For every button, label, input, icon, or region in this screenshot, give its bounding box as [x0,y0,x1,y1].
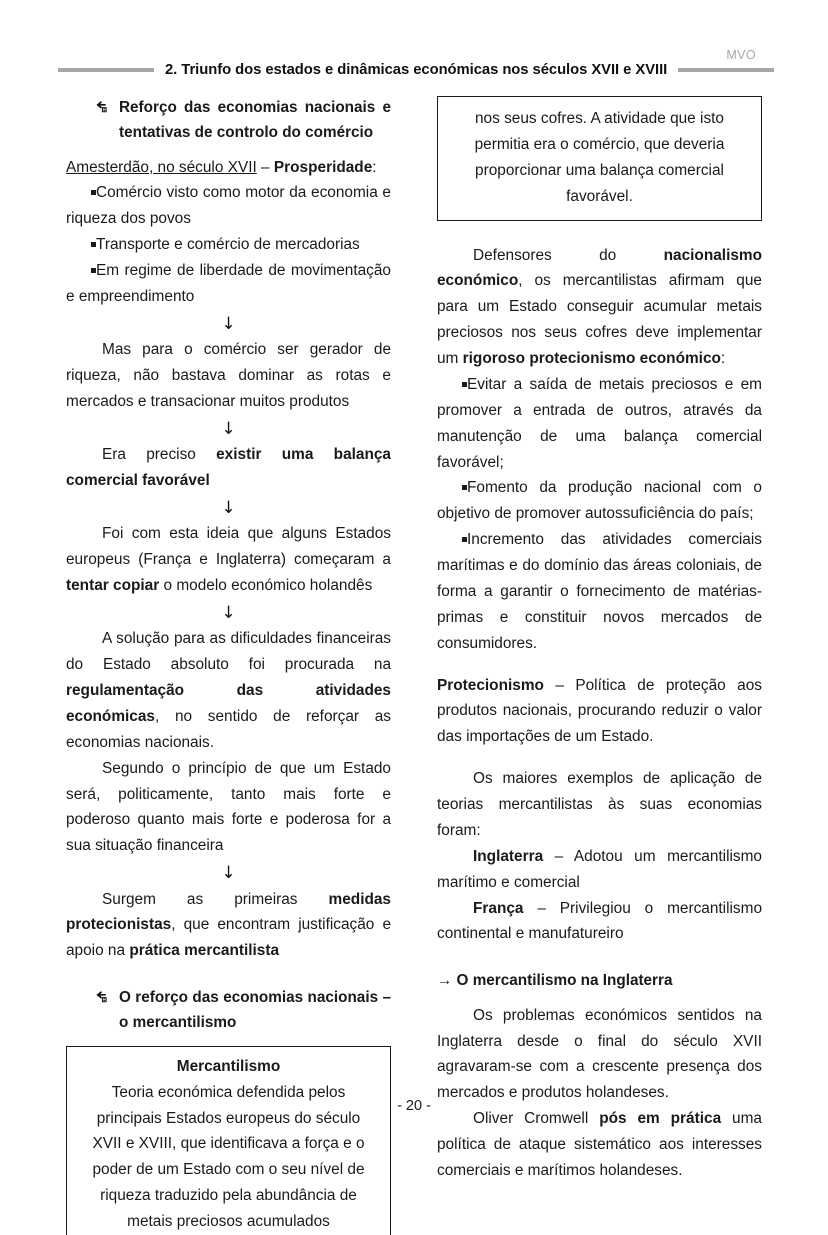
lead-colon: : [372,158,377,176]
arrow-down-icon: ↓ [221,418,236,439]
list-item [66,232,391,258]
heading-reforco-mercantilismo [66,986,391,1036]
lead-amesterdao [66,155,391,181]
flow-step-3-plain-1: Foi com esta ideia que alguns Estados europeus (França e Inglaterra) começaram a [66,525,391,569]
surgem-bold-2: prática mercantilista [129,942,280,960]
page-title: 2. Triunfo dos estados e dinâmicas económicas nos séculos XVII e XVIII [165,62,668,78]
square-bullet-icon [66,258,96,284]
flow-step-4-plain-2: , no sentido de reforçar as economias nacionais. [66,707,391,751]
defensores-bold-1: nacionalismo económico [437,246,762,290]
arrow-down-icon: ↓ [221,863,236,884]
mercantilismo-box-body: Teoria económica defendida pelos principais Estados europeus do século XVII e XVIII, que identificava a força e o poder de um Estado com o seu nível de riqueza traduzido pela abundância de metais preciosos acumulados [92,1083,365,1231]
flow-step-2 [66,442,391,494]
defensores-plain-3: : [720,350,726,367]
continued-definition-box [437,96,762,221]
heading-1-line-2: tentativas de controlo do comércio [119,123,374,141]
arrow-right-icon: → [437,972,453,990]
flow-step-1: Mas para o comércio ser gerador de riqueza, não bastava dominar as rotas e mercados e transacionar muitos produtos [66,341,391,410]
arrow-down-icon: ↓ [221,602,236,623]
list-item-label: Incremento das atividades comerciais marítimas e do domínio das áreas coloniais, de forma a garantir o fornecimento de matérias-primas e constituir novos mercados de consumidores. [437,531,762,652]
protecionismo-term: Protecionismo [437,676,544,694]
list-item-label: Comércio visto como motor da economia e riqueza dos povos [66,184,391,228]
franca-description: – Privilegiou o mercantilismo continental e manufatureiro [437,899,762,943]
surgem-plain-1: Surgem as primeiras [102,890,329,908]
list-item-label: Evitar a saída de metais preciosos e em promover a entrada de outros, através da manutenção de uma balança comercial favorável; [437,375,762,471]
list-item [66,258,391,310]
header-rule-left [58,68,154,72]
defensores-plain-1: Defensores do [473,246,664,264]
flow-step-4-plain-1: A solução para as dificuldades financeiras do Estado absoluto foi procurada na [66,630,391,674]
inglaterra-description: – Adotou um mercantilismo marítimo e comercial [437,847,762,891]
flow-step-2-plain: Era preciso [102,446,217,464]
flow-step-3-plain-2: o modelo económico holandês [159,577,373,595]
inglaterra-term: Inglaterra [473,847,544,865]
page-header [0,0,828,90]
list-item [437,475,762,527]
paragraph-exemplos: Os maiores exemplos de aplicação de teorias mercantilistas às suas economias foram: [437,770,762,839]
paragraph-defensores-nacionalismo [437,243,762,372]
paragraph-segundo-principio: Segundo o princípio de que um Estado será, politicamente, tanto mais forte e poderoso quanto mais forte e poderosa for a sua situação financeira [66,759,391,855]
continued-box-body: nos seus cofres. A atividade que isto permitia era o comércio, que deveria proporcionar uma balança comercial favorável. [474,110,725,205]
flow-step-3-bold: tentar copiar [66,577,160,595]
mercantilismo-definition-box [66,1046,391,1235]
lead-bold-text: Prosperidade [273,158,373,176]
protecionismo-definition: – Política de proteção aos produtos nacionais, procurando reduzir o valor das importações de um Estado. [437,676,762,746]
square-bullet-icon [437,475,467,501]
flow-step-3 [66,521,391,599]
heading-reforco-economias [66,96,391,146]
left-column [66,96,391,1235]
defensores-plain-2: , os mercantilistas afirmam que para um Estado conseguir acumular metais preciosos nos seus cofres deve implementar um [437,272,762,367]
square-bullet-icon [437,372,467,398]
header-watermark: MVO [726,48,756,62]
paragraph-problemas-economicos: Os problemas económicos sentidos na Inglaterra desde o final do século XVII agravaram-se com a crescente presença dos mercados e produtos holandeses. [437,1006,762,1102]
list-item-label: Fomento da produção nacional com o objetivo de promover autossuficiência do país; [437,479,762,523]
flow-step-4 [66,626,391,755]
hand-bullet-icon [94,989,109,1009]
square-bullet-icon [66,232,96,258]
heading-mercantilismo-inglaterra-label: O mercantilismo na Inglaterra [456,972,673,990]
paragraph-surgem-medidas [66,887,391,965]
heading-2-line-1: O reforço das economias nacionais – o [119,989,391,1031]
heading-mercantilismo-inglaterra [437,969,762,993]
flow-step-2-bold: existir uma balança comercial favorável [66,446,391,490]
square-bullet-icon [66,180,96,206]
cromwell-plain-2: uma política de ataque sistemático aos interesses comerciais e marítimos holandeses. [437,1110,762,1179]
list-item-label: Em regime de liberdade de movimentação e empreendimento [66,262,391,305]
square-bullet-icon [437,527,467,553]
surgem-plain-2: , que encontram justificação e apoio na [66,916,391,960]
flow-step-4-bold: regulamentação das atividades económicas [66,682,391,725]
heading-1-line-1: Reforço das economias nacionais e [119,99,391,116]
paragraph-oliver-cromwell [437,1106,762,1184]
page-footer [0,1098,828,1114]
paragraph-protecionismo [437,673,762,751]
list-item [437,527,762,656]
right-column [437,96,762,1184]
franca-term: França [473,899,524,917]
paragraph-franca [437,896,762,948]
mercantilismo-box-title: Mercantilismo [176,1057,281,1075]
list-item [437,372,762,476]
heading-2-line-2: mercantilismo [132,1014,237,1031]
defensores-bold-2: rigoroso protecionismo económico [462,350,721,367]
list-item-label: Transporte e comércio de mercadorias [96,236,360,254]
page-number: - 20 - [397,1098,431,1114]
header-title-row [58,62,770,78]
header-rule-right [678,68,774,72]
cromwell-bold-1: pós em prática [599,1110,722,1128]
arrow-down-icon: ↓ [221,497,236,518]
paragraph-inglaterra [437,844,762,896]
lead-dash: – [256,158,274,176]
lead-underlined-text: Amesterdão, no século XVII [66,158,257,176]
hand-bullet-icon [94,99,109,119]
list-item [66,180,391,232]
cromwell-plain-1: Oliver Cromwell [473,1110,600,1128]
surgem-bold-1: medidas protecionistas [66,890,391,934]
arrow-down-icon: ↓ [221,313,236,334]
